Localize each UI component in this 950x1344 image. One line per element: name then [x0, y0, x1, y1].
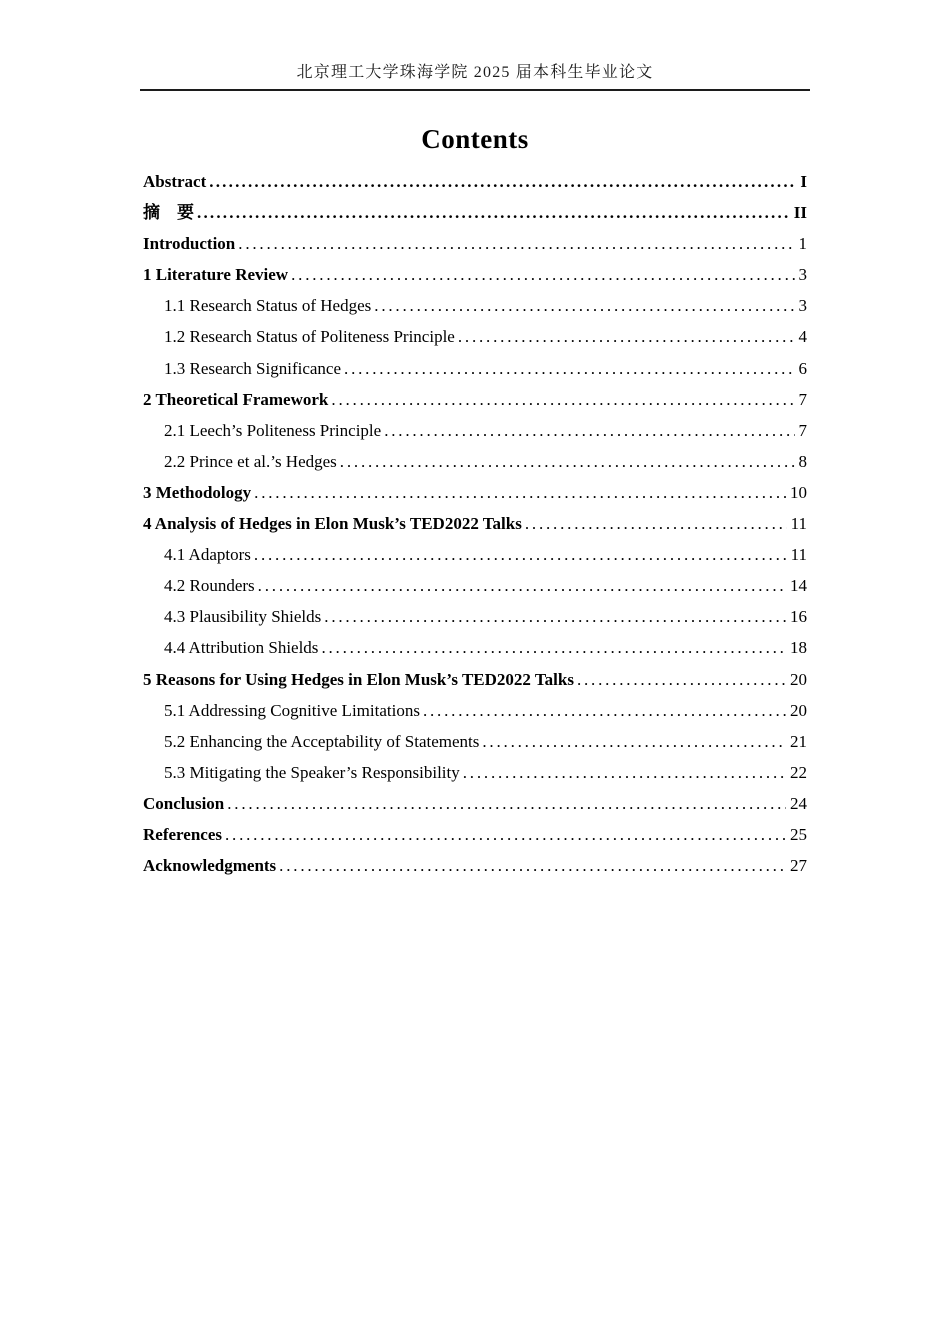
- toc-entry-label: Conclusion: [143, 793, 225, 813]
- toc-dot-leader: [577, 664, 786, 695]
- toc-dot-leader: [374, 290, 794, 321]
- toc-entry-label: 4.4 Attribution Shields: [164, 638, 319, 658]
- toc-entry[interactable]: [143, 228, 807, 259]
- toc-entry-label: Abstract: [143, 172, 207, 191]
- toc-page-number: 21: [790, 731, 807, 751]
- toc-entry-label: References: [143, 824, 222, 844]
- toc-dot-leader: [279, 850, 786, 881]
- toc-entry[interactable]: [143, 415, 807, 446]
- toc-entry-label: Acknowledgments: [143, 856, 277, 876]
- toc-entry[interactable]: [143, 539, 807, 570]
- toc-dot-leader: [197, 197, 790, 228]
- toc-entry[interactable]: [143, 446, 807, 477]
- toc-dot-leader: [225, 819, 786, 850]
- toc-entry[interactable]: [143, 166, 807, 197]
- toc-entry-label: 5.3 Mitigating the Speaker’s Responsibility: [164, 762, 460, 782]
- toc-page-number: 25: [790, 824, 807, 844]
- toc-entry[interactable]: [143, 757, 807, 788]
- toc-entry[interactable]: [143, 601, 807, 632]
- toc-dot-leader: [384, 415, 794, 446]
- page-title: Contents: [421, 124, 529, 154]
- toc-entry[interactable]: [143, 197, 807, 228]
- toc-entry[interactable]: [143, 726, 807, 757]
- toc-dot-leader: [291, 259, 794, 290]
- toc-entry-label: 1.2 Research Status of Politeness Principle: [164, 327, 455, 347]
- toc-entry-label: Introduction: [143, 234, 236, 254]
- toc-entry-label: 5.2 Enhancing the Acceptability of Statements: [164, 731, 480, 751]
- toc-page-number: 6: [798, 358, 807, 378]
- toc-dot-leader: [321, 632, 786, 663]
- toc-list: [143, 166, 807, 881]
- toc-dot-leader: [525, 508, 787, 539]
- toc-entry[interactable]: [143, 788, 807, 819]
- toc-entry[interactable]: [143, 632, 807, 663]
- toc-page-number: 22: [790, 762, 807, 782]
- header-rule: [140, 89, 810, 91]
- toc-entry[interactable]: [143, 570, 807, 601]
- toc-page-number: 14: [790, 576, 807, 596]
- toc-page-number: 7: [798, 420, 807, 440]
- toc-page-number: 10: [790, 482, 807, 502]
- toc-entry-label: 1.3 Research Significance: [164, 358, 342, 378]
- toc-page-number: 3: [798, 265, 807, 285]
- toc-entry[interactable]: [143, 508, 807, 539]
- toc-entry[interactable]: [143, 259, 807, 290]
- toc-dot-leader: [344, 353, 794, 384]
- toc-entry-label: 2.1 Leech’s Politeness Principle: [164, 420, 382, 440]
- toc-dot-leader: [254, 539, 787, 570]
- toc-page-number: 4: [798, 327, 807, 347]
- toc-dot-leader: [482, 726, 786, 757]
- toc-entry-label: 摘 要: [143, 203, 194, 223]
- toc-dot-leader: [254, 477, 786, 508]
- toc-page-number: I: [800, 172, 807, 191]
- toc-page-number: 24: [790, 793, 807, 813]
- toc-entry-label: 4 Analysis of Hedges in Elon Musk’s TED2022 Talks: [143, 514, 522, 534]
- toc-entry[interactable]: [143, 819, 807, 850]
- toc-entry[interactable]: [143, 664, 807, 695]
- toc-page-number: 11: [790, 545, 807, 565]
- toc-entry-label: 1 Literature Review: [143, 265, 289, 285]
- toc-page-number: 1: [798, 234, 807, 254]
- toc-entry-label: 3 Methodology: [143, 482, 252, 502]
- toc-dot-leader: [238, 228, 794, 259]
- toc-page-number: 11: [790, 514, 807, 534]
- toc-dot-leader: [463, 757, 786, 788]
- toc-entry-label: 1.1 Research Status of Hedges: [164, 296, 372, 316]
- toc-page-number: 7: [798, 389, 807, 409]
- toc-dot-leader: [209, 166, 796, 197]
- toc-entry[interactable]: [143, 477, 807, 508]
- toc-dot-leader: [340, 446, 795, 477]
- toc-page-number: 3: [798, 296, 807, 316]
- toc-dot-leader: [423, 695, 786, 726]
- toc-dot-leader: [227, 788, 786, 819]
- toc-page-number: 16: [790, 607, 807, 627]
- toc-entry[interactable]: [143, 321, 807, 352]
- toc-entry[interactable]: [143, 384, 807, 415]
- toc-dot-leader: [458, 321, 795, 352]
- toc-page-number: 8: [798, 451, 807, 471]
- toc-entry-label: 5.1 Addressing Cognitive Limitations: [164, 700, 420, 720]
- toc-dot-leader: [258, 570, 786, 601]
- toc-entry-label: 4.2 Rounders: [164, 576, 255, 596]
- toc-entry-label: 2.2 Prince et al.’s Hedges: [164, 451, 337, 471]
- toc-entry-label: 2 Theoretical Framework: [143, 389, 329, 409]
- toc-entry-label: 4.1 Adaptors: [164, 545, 251, 565]
- toc-entry[interactable]: [143, 290, 807, 321]
- toc-page-number: 18: [790, 638, 807, 658]
- running-header: 北京理工大学珠海学院 2025 届本科生毕业论文: [296, 64, 654, 81]
- toc-entry[interactable]: [143, 353, 807, 384]
- toc-page-number: II: [793, 203, 807, 223]
- toc-entry-label: 5 Reasons for Using Hedges in Elon Musk’s TED2022 Talks: [143, 669, 574, 689]
- toc-entry[interactable]: [143, 850, 807, 881]
- toc-page-number: 20: [790, 700, 807, 720]
- toc-page-number: 27: [790, 856, 807, 876]
- toc-entry[interactable]: [143, 695, 807, 726]
- toc-entry-label: 4.3 Plausibility Shields: [164, 607, 322, 627]
- toc-page-number: 20: [790, 669, 807, 689]
- toc-dot-leader: [324, 601, 786, 632]
- toc-dot-leader: [331, 384, 794, 415]
